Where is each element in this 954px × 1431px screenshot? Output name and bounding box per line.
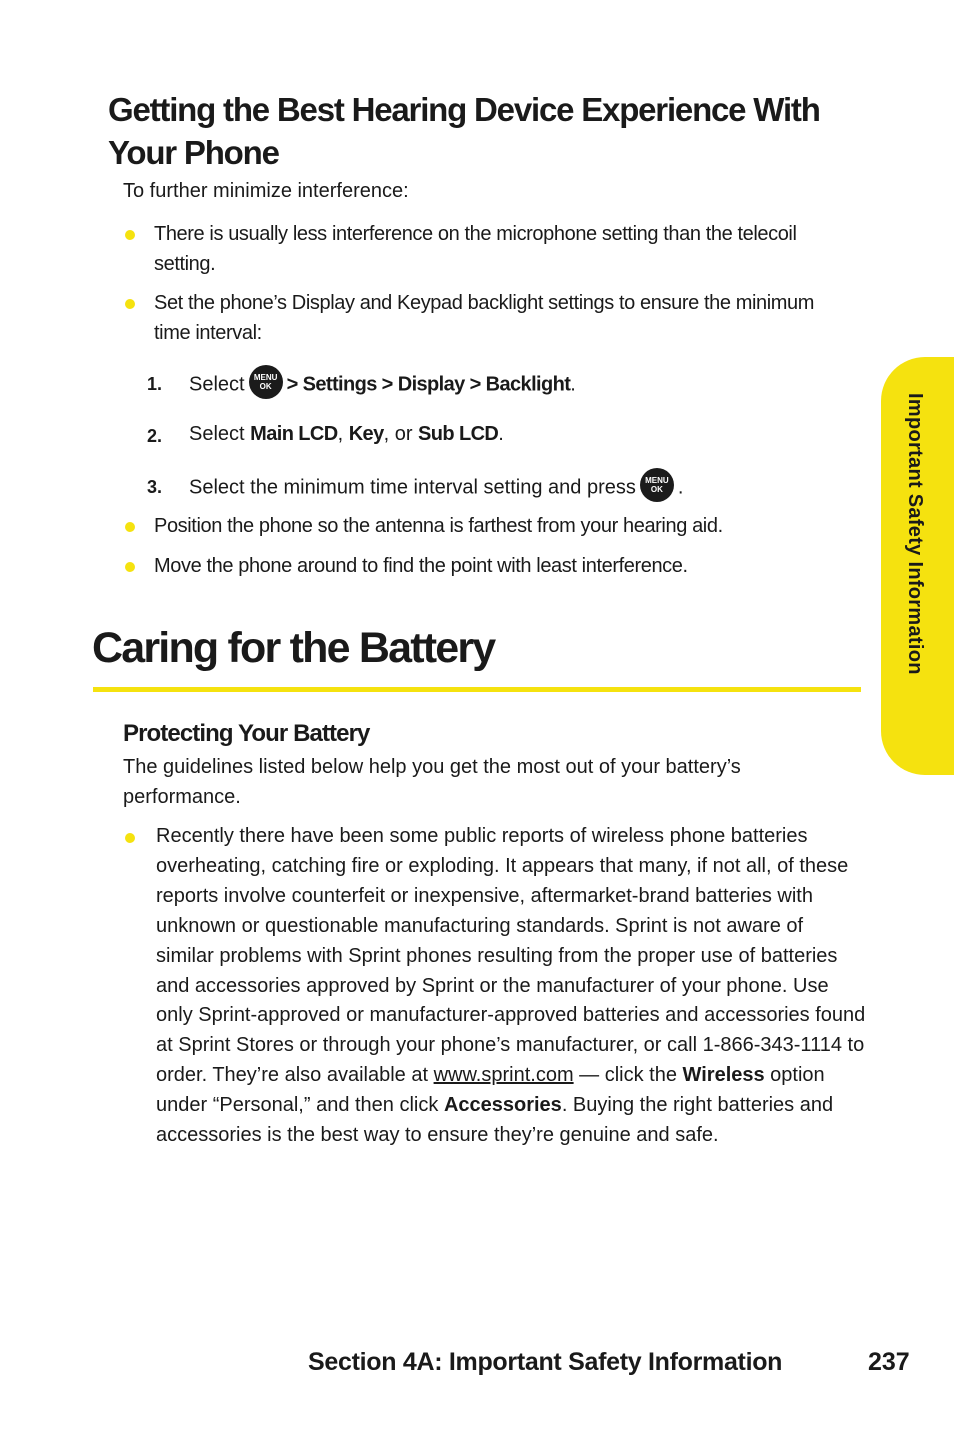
step-number: 1. [147,374,163,394]
page-number: 237 [868,1348,910,1376]
battery-intro: The guidelines listed below help you get the most out of your battery’s performance. [123,756,741,808]
bullet-dot-icon [125,833,135,843]
option-sub-lcd: Sub LCD [418,423,499,445]
sprint-link[interactable]: www.sprint.com [433,1064,574,1087]
bullet-text: There is usually less interference on the microphone setting than the telecoil setting. [154,223,797,275]
step-3: Select the minimum time interval setting and press MENU OK . [189,474,809,502]
bullet-text: Move the phone around to find the point with least interference. [154,555,688,577]
bullet-text: Set the phone’s Display and Keypad backlight settings to ensure the minimum time interval: [154,292,815,344]
bullet-dot-icon [125,299,135,309]
wireless-label: Wireless [682,1064,765,1087]
step-text: Select [189,373,245,396]
accessories-label: Accessories [443,1094,562,1117]
side-tab-label: Important Safety Information [904,393,926,675]
bullet-text: Position the phone so the antenna is farthest from your hearing aid. [154,515,723,537]
bullet-dot-icon [125,562,135,572]
bullet-dot-icon [125,522,135,532]
menu-ok-key-icon: MENU OK [640,468,674,502]
step-1: Select MENU OK > Settings > Display > Backlight. [189,371,789,399]
intro-text: To further minimize interference: [123,180,409,202]
list-item [154,511,834,541]
menu-ok-key-icon: MENU OK [249,365,283,399]
heading-rule [93,687,861,692]
battery-bullet: Recently there have been some public reports of wireless phone batteries overheating, catching fire or exploding. It appears that many, if not all, of these reports involve counterfeit or inexpensive, aftermarket-brand batteries with unknown or questionable manufacturing standards. Sprint is not aware of similar problems with Sprint phones resulting from the proper use of batteries and accessories approved by Sprint or the manufacturer of your phone. Use only Sprint-approved or manufacturer-approved batteries and accessories found at Sprint Stores or through your phone’s manufacturer, or call 1-866-343-1114 to order. They’re also available at www.sprint.com — click the Wireless option under “Personal,” and then click Accessories. Buying the right batteries and accessories is the best way to ensure they’re genuine and safe. [156,825,866,1147]
page-title: Caring for the Battery [92,624,495,672]
list-item [154,551,834,581]
footer-section-title: Section 4A: Important Safety Information [308,1348,783,1376]
step-number: 3. [147,477,163,497]
step-2: Select Main LCD, Key, or Sub LCD. [189,423,504,445]
bullet-dot-icon [125,230,135,240]
list-item [154,288,819,348]
section-heading: Getting the Best Hearing Device Experience With Your Phone [108,91,820,171]
section-side-tab [881,357,954,775]
menu-path: > Settings > Display > Backlight [286,373,571,396]
step-number: 2. [147,426,163,446]
option-key: Key [348,423,384,445]
list-item [154,219,819,279]
subsection-heading: Protecting Your Battery [123,720,370,747]
option-main-lcd: Main LCD [250,423,338,445]
